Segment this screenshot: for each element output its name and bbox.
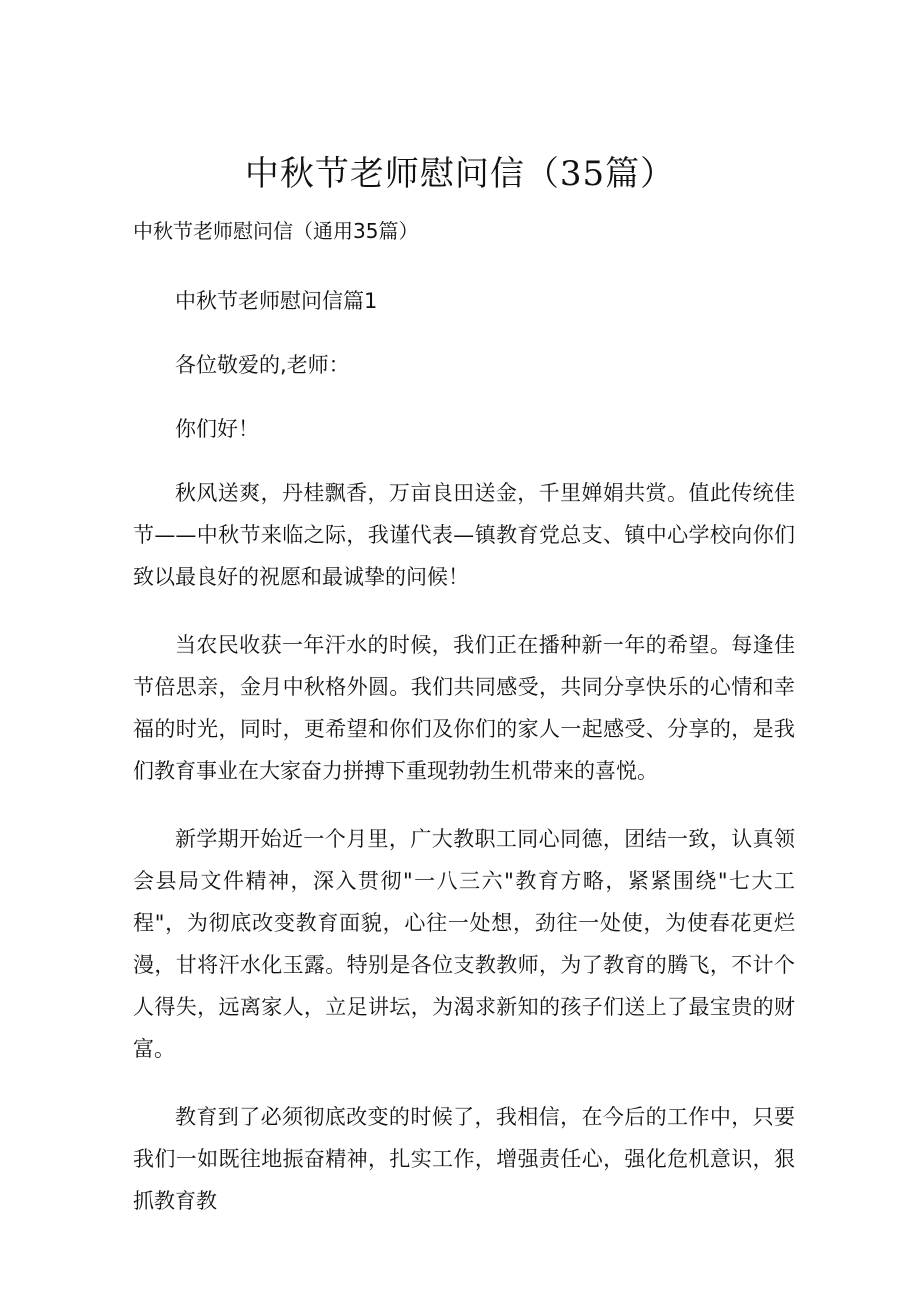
body-paragraph: 教育到了必须彻底改变的时候了，我相信，在今后的工作中，只要我们一如既往地振奋精神，扎实工作，增强责任心，强化危机意识，狠抓教育教 [133, 1105, 795, 1213]
salutation: 各位敬爱的,老师： [175, 353, 350, 377]
document-subtitle: 中秋节老师慰问信（通用35篇） [133, 219, 419, 243]
body-paragraph: 秋风送爽，丹桂飘香，万亩良田送金，千里婵娟共赏。值此传统佳节——中秋节来临之际，我谨代表—镇教育党总支、镇中心学校向你们致以最良好的祝愿和最诚挚的问候！ [133, 481, 795, 589]
greeting: 你们好！ [175, 417, 259, 441]
document-title: 中秋节老师慰问信（35篇） [244, 154, 676, 194]
section-heading: 中秋节老师慰问信篇1 [175, 289, 378, 313]
body-paragraph: 当农民收获一年汗水的时候，我们正在播种新一年的希望。每逢佳节倍思亲，金月中秋格外圆。我们共同感受，共同分享快乐的心情和幸福的时光，同时，更希望和你们及你们的家人一起感受、分享的，是我们教育事业在大家奋力拼搏下重现勃勃生机带来的喜悦。 [133, 633, 795, 783]
body-paragraph: 新学期开始近一个月里，广大教职工同心同德，团结一致，认真领会县局文件精神，深入贯彻"一八三六"教育方略，紧紧围绕"七大工程"，为彻底改变教育面貌，心往一处想，劲往一处使，为使春花更烂漫，甘将汗水化玉露。特别是各位支教教师，为了教育的腾飞，不计个人得失，远离家人，立足讲坛，为渴求新知的孩子们送上了最宝贵的财富。 [133, 827, 795, 1061]
document-body [133, 280, 795, 1248]
